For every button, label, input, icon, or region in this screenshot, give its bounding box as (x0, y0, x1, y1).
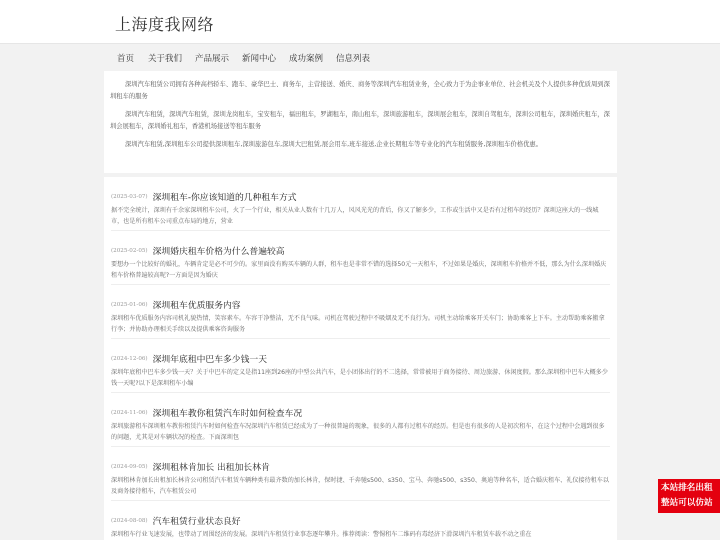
article-item (111, 177, 610, 231)
article-summary: 深圳租车行业飞速发展，也带动了周围经济的发展。深圳汽车租赁行业事态逐年攀升。推荐阅读：警惕租车二维码有毒经济下滑深圳汽车租赁车载不动之重在 (111, 531, 532, 538)
article-summary: 据不完全统计，深圳有千余家深圳租车公司，火了一个行业，相关从业人数有十几万人，风风光光的背后，你又了解多少，工作或生活中又是否有过租车的经历？深圳这座大的一线城市，也是所有租车公司重点布局的地方，营业 (111, 207, 599, 225)
article-item (111, 447, 610, 501)
rent-site-badge[interactable] (658, 479, 720, 513)
article-title[interactable]: 汽车租赁行业状态良好 (152, 517, 241, 527)
site-header (0, 0, 720, 44)
article-item (111, 285, 610, 339)
nav-about[interactable]: 关于我们 (148, 54, 183, 64)
article-title[interactable]: 深圳租车优质服务内容 (152, 301, 241, 311)
article-date: (2024-11-06) (111, 409, 148, 416)
article-title[interactable]: 深圳租林肯加长 出租加长林肯 (152, 463, 270, 473)
article-date: (2024-09-05) (111, 463, 148, 470)
intro-paragraph: 深圳汽车租赁公司拥有各种高档轿车、跑车、豪华巴士、商务车，主营接送、婚庆、商务等深圳汽车租赁业务，全心致力于为企事业单位、社会机关及个人提供多种优质周到深圳租车的服务 (110, 81, 610, 100)
intro-paragraph: 深圳汽车租赁，深圳汽车租赁，深圳龙岗租车，宝安租车，福田租车，罗湖租车，南山租车，深圳旅游租车，深圳展会租车，深圳自驾租车，深圳公司租车，深圳婚庆租车，深圳会展租车，深圳婚礼租车，香港机场接送等租车服务 (110, 111, 610, 130)
article-item (111, 393, 610, 447)
main-nav (0, 44, 720, 71)
article-title[interactable]: 深圳租车教你租赁汽车时如何检查车况 (152, 409, 303, 419)
nav-cases[interactable]: 成功案例 (289, 54, 324, 64)
intro-paragraph: 深圳汽车租赁,深圳租车公司提供深圳租车,深圳旅游包车,深圳大巴租赁,展会用车,班车接送,企业长期租车等专业化的汽车租赁服务,深圳租车价格优惠。 (125, 141, 543, 148)
article-title[interactable]: 深圳年底租中巴车多少钱一天 (152, 355, 267, 365)
nav-info-list[interactable]: 信息列表 (336, 54, 371, 64)
article-summary: 深圳年底租中巴车多少钱一天？关于中巴车的定义是指11座到26座的中型公共汽车，是小团体出行的不二选择，常常被用于商务接待、周边旅游、休闲度假。那么深圳租中巴车大概多少钱一天呢?以下是深圳租车小编 (111, 369, 608, 387)
intro-panel (104, 71, 617, 173)
article-summary: 深圳租车优质服务内容司机礼貌热情，笑容素车。车容干净整洁，无不良气味。司机在驾驶过程中不吸烟及无不良行为。司机主动给乘客开关车门；协助乘客上下车。主动帮助乘客搬拿行李；并协助办理相关手续以及提供乘客咨询服务 (111, 315, 605, 333)
badge-line: 整站可以仿站 (661, 498, 713, 508)
nav-news[interactable]: 新闻中心 (242, 54, 277, 64)
article-date: (2025-02-05) (111, 247, 148, 254)
article-date: (2025-01-06) (111, 301, 148, 308)
nav-home[interactable]: 首页 (117, 54, 135, 64)
badge-line: 本站排名出租 (661, 483, 713, 493)
article-title[interactable]: 深圳婚庆租车价格为什么普遍较高 (152, 247, 285, 257)
article-item (111, 339, 610, 393)
article-summary: 要想办一个比较好的婚礼，车辆肯定是必不可少的。家里面没有购买车辆的人群，租车也是非常不错的选择50元一天租车，不过如果是婚庆，深圳租车价格并不低，那么为什么深圳婚庆租车价格普遍较高呢?一方面是因为婚庆 (111, 261, 607, 279)
site-title[interactable]: 上海度我网络 (115, 15, 215, 34)
article-list (104, 177, 617, 540)
article-item (111, 501, 610, 540)
article-summary: 深圳租林肯加长出租加长林肯公司租赁汽车租赁车辆种类有最齐数的加长林肯，保时捷、千奔驰s500、s350、宝马、奔驰s500、s350、奥迪等种名车，适合婚庆租车、礼仪接待租车以及商务接待租车，汽车租赁公司 (111, 477, 609, 495)
article-date: (2025-03-07) (111, 193, 148, 200)
article-summary: 深圳旅游租车深圳租车教你租赁汽车时如何检查车况深圳汽车租赁已经成为了一种很普遍的现象，很多的人都有过租车的经历。但是也有很多的人是初次租车，在这个过程中会遇到很多的问题，尤其是对车辆状况的检查。下面深圳包 (111, 423, 605, 441)
nav-products[interactable]: 产品展示 (195, 54, 230, 64)
article-title[interactable]: 深圳租车-你应该知道的几种租车方式 (152, 193, 297, 203)
article-item (111, 231, 610, 285)
article-date: (2024-08-08) (111, 517, 148, 524)
article-date: (2024-12-06) (111, 355, 148, 362)
